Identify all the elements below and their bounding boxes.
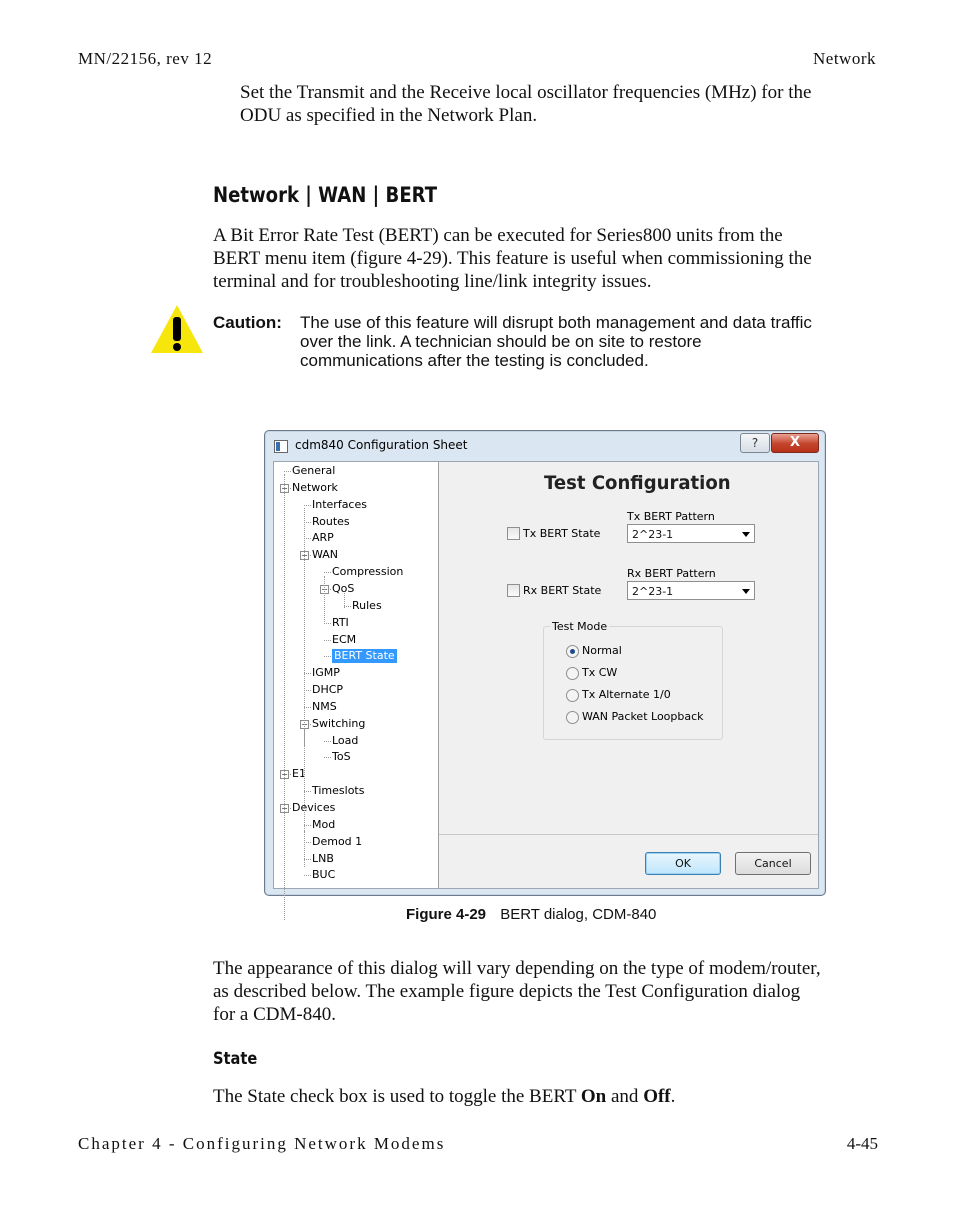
state-text-after: .	[670, 1086, 676, 1107]
state-on: On	[580, 1086, 607, 1107]
appearance-line-1: The appearance of this dialog will vary depending on the type of modem/router,	[213, 958, 821, 979]
tree-guide-line	[324, 576, 325, 622]
warning-icon	[149, 303, 205, 355]
section-heading: Network | WAN | BERT	[213, 183, 438, 207]
tree-item[interactable]: Compression	[332, 565, 404, 578]
tree-collapse-icon[interactable]: −	[301, 720, 308, 729]
dialog-client	[273, 461, 819, 889]
caution-label: Caution:	[213, 313, 282, 332]
chevron-down-icon	[742, 532, 750, 537]
test-mode-radio[interactable]	[566, 667, 579, 680]
figure-text: BERT dialog, CDM-840	[500, 906, 657, 923]
tree-connector	[304, 859, 311, 860]
rx-pattern-label: Rx BERT Pattern	[627, 567, 716, 580]
tx-bert-state-label: Tx BERT State	[523, 527, 601, 540]
figure-caption	[406, 906, 656, 923]
test-mode-radio[interactable]	[566, 689, 579, 702]
test-mode-group	[543, 620, 723, 740]
tree-item[interactable]: DHCP	[312, 683, 344, 696]
rx-pattern-value: 2^23-1	[632, 585, 674, 598]
tree-connector	[304, 522, 311, 523]
tree-connector	[304, 673, 311, 674]
caution-line-3: communications after the testing is concluded.	[300, 351, 649, 370]
section-line-3: terminal and for troubleshooting line/link integrity issues.	[213, 271, 652, 292]
tree-item[interactable]: ARP	[312, 531, 334, 544]
tree-connector	[304, 690, 311, 691]
tree-guide-line	[304, 831, 305, 867]
tx-pattern-value: 2^23-1	[632, 528, 674, 541]
state-text-before: The State check box is used to toggle the BERT	[213, 1086, 581, 1107]
tree-connector	[284, 471, 291, 472]
panel-title: Test Configuration	[544, 472, 731, 494]
tree-item[interactable]: Timeslots	[312, 784, 365, 797]
tree-item[interactable]: BERT State	[334, 649, 395, 662]
section-paragraph	[213, 224, 812, 293]
tree-item[interactable]: E1	[292, 767, 306, 780]
test-mode-option-label: WAN Packet Loopback	[582, 710, 704, 723]
test-mode-radio[interactable]	[566, 711, 579, 724]
tree-collapse-icon[interactable]: −	[281, 770, 288, 779]
ok-button[interactable]: OK	[645, 852, 721, 875]
tree-item[interactable]: QoS	[332, 582, 355, 595]
intro-line-2: ODU as specified in the Network Plan.	[240, 105, 538, 126]
tree-connector	[304, 707, 311, 708]
divider	[439, 834, 818, 835]
footer-right: 4-45	[846, 1134, 878, 1153]
chevron-down-icon	[742, 589, 750, 594]
rx-pattern-select[interactable]	[627, 581, 755, 600]
dialog-title: cdm840 Configuration Sheet	[295, 438, 468, 452]
tree-item[interactable]: ECM	[332, 633, 357, 646]
tree-item[interactable]: Demod 1	[312, 835, 363, 848]
appearance-line-2: as described below. The example figure depicts the Test Configuration dialog	[213, 981, 801, 1002]
footer-left: Chapter 4 - Configuring Network Modems	[78, 1134, 446, 1153]
test-mode-label: Test Mode	[552, 620, 608, 633]
tree-item[interactable]: ToS	[332, 750, 351, 763]
tree-item[interactable]: Network	[292, 481, 338, 494]
tree-item[interactable]: Routes	[312, 515, 350, 528]
appearance-line-3: for a CDM-840.	[213, 1004, 336, 1025]
tree-connector	[344, 606, 351, 607]
tx-pattern-label: Tx BERT Pattern	[627, 510, 715, 523]
appearance-paragraph	[213, 957, 821, 1026]
tree-guide-line	[304, 728, 305, 746]
tree-collapse-icon[interactable]: −	[281, 484, 288, 493]
tree-connector	[304, 825, 311, 826]
tree-connector	[324, 640, 331, 641]
test-config-panel	[439, 462, 818, 888]
tree-guide-line	[304, 508, 305, 867]
tree-guide-line	[284, 474, 285, 920]
section-line-2: BERT menu item (figure 4-29). This feature is useful when commissioning the	[213, 248, 812, 269]
caution-line-1: The use of this feature will disrupt both management and data traffic	[300, 313, 812, 332]
caution-text	[300, 313, 812, 370]
tree-connector	[324, 741, 331, 742]
state-off: Off	[643, 1086, 671, 1107]
tx-bert-state-checkbox[interactable]	[507, 527, 520, 540]
header-left: MN/22156, rev 12	[78, 49, 213, 68]
test-mode-radio[interactable]	[566, 645, 579, 658]
tree-connector	[324, 623, 331, 624]
test-mode-option-label: Tx Alternate 1/0	[582, 688, 671, 701]
caution-line-2: over the link. A technician should be on site to restore	[300, 332, 702, 351]
tree-guide-line	[344, 593, 345, 608]
figure-number: Figure 4-29	[406, 906, 487, 923]
help-button[interactable]: ?	[740, 433, 770, 453]
state-paragraph	[213, 1085, 675, 1108]
rx-bert-state-checkbox[interactable]	[507, 584, 520, 597]
header-right: Network	[813, 49, 876, 68]
tree-connector	[304, 538, 311, 539]
tree-item[interactable]: General	[292, 464, 336, 477]
state-text-middle: and	[606, 1086, 644, 1107]
tree-item[interactable]: Load	[332, 734, 359, 747]
intro-paragraph	[240, 81, 811, 127]
navigation-tree[interactable]	[274, 462, 439, 888]
tree-connector	[324, 757, 331, 758]
tree-connector	[324, 572, 331, 573]
test-mode-option-label: Tx CW	[582, 666, 618, 679]
tree-item[interactable]: BUC	[312, 868, 336, 881]
tx-pattern-select[interactable]	[627, 524, 755, 543]
tree-collapse-icon[interactable]: −	[321, 585, 328, 594]
tree-item[interactable]: Rules	[352, 599, 382, 612]
tree-collapse-icon[interactable]: −	[301, 551, 308, 560]
section-line-1: A Bit Error Rate Test (BERT) can be executed for Series800 units from the	[213, 225, 783, 246]
state-heading: State	[213, 1049, 258, 1069]
rx-bert-state-label: Rx BERT State	[523, 584, 602, 597]
tree-item[interactable]: RTI	[332, 616, 349, 629]
tree-item[interactable]: WAN	[312, 548, 339, 561]
cancel-button[interactable]: Cancel	[735, 852, 811, 875]
app-icon	[274, 440, 288, 453]
tree-connector	[304, 505, 311, 506]
tree-connector	[304, 791, 311, 792]
tree-item[interactable]: NMS	[312, 700, 337, 713]
close-button[interactable]: X	[771, 433, 819, 453]
tree-item[interactable]: LNB	[312, 852, 334, 865]
tree-connector	[304, 875, 311, 876]
tree-item[interactable]: IGMP	[312, 666, 340, 679]
tree-collapse-icon[interactable]: −	[281, 804, 288, 813]
config-dialog	[264, 430, 826, 896]
tree-item[interactable]: Devices	[292, 801, 336, 814]
tree-connector	[304, 842, 311, 843]
tree-connector	[324, 656, 331, 657]
tree-item[interactable]: Interfaces	[312, 498, 367, 511]
intro-line-1: Set the Transmit and the Receive local oscillator frequencies (MHz) for the	[240, 82, 812, 103]
tree-item[interactable]: Switching	[312, 717, 366, 730]
dialog-titlebar	[265, 431, 825, 459]
tree-item[interactable]: Mod	[312, 818, 336, 831]
test-mode-option-label: Normal	[582, 644, 622, 657]
